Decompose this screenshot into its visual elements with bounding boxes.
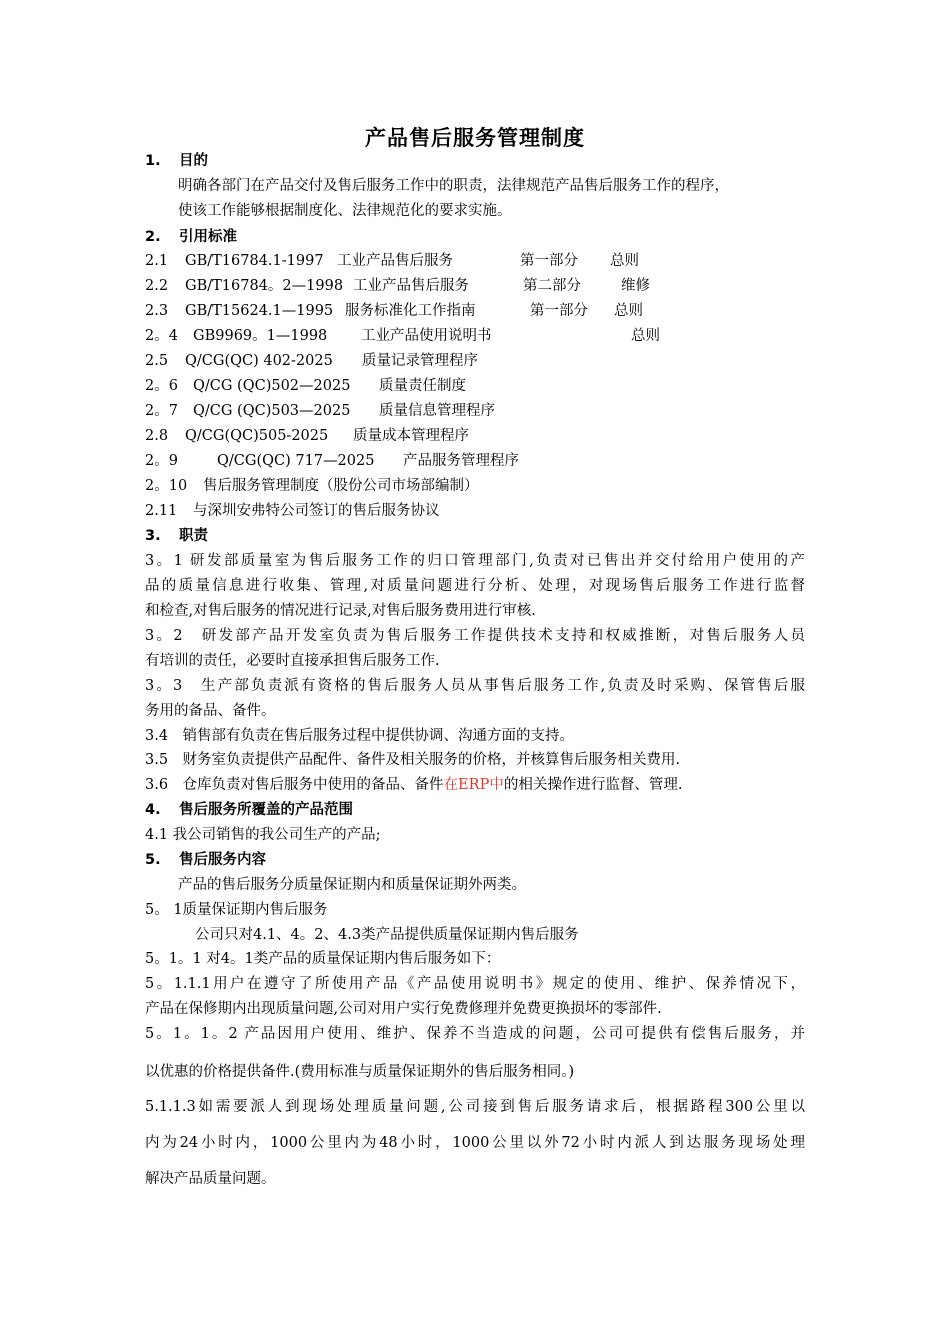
reference-item: 2.5 Q/CG(QC) 402-2025 质量记录管理程序 bbox=[145, 353, 478, 369]
paragraph: 5。1。1 对4。1类产品的质量保证期内售后服务如下： bbox=[145, 951, 501, 967]
paragraph: 5。1.1.1用户在遵守了所使用产品《产品使用说明书》规定的使用、维护、保养情况下， bbox=[145, 976, 805, 992]
reference-item: 2。7 Q/CG (QC)503—2025 质量信息管理程序 bbox=[145, 403, 495, 419]
reference-item: 2。10 售后服务管理制度（股份公司市场部编制） bbox=[145, 478, 479, 494]
paragraph: 5.1.1.3如需要派人到现场处理质量问题,公司接到售后服务请求后，根据路程300公里以 bbox=[145, 1099, 805, 1115]
section-number: 2. bbox=[145, 229, 161, 245]
section-1-heading bbox=[145, 151, 208, 171]
reference-item: 2.1 GB/T16784.1-1997 工业产品售后服务 第一部分 总则 bbox=[145, 253, 639, 269]
section-number: 4. bbox=[145, 802, 161, 818]
subsection-heading: 5。 1质量保证期内售后服务 bbox=[145, 902, 328, 918]
section-4-heading bbox=[145, 800, 353, 820]
section-number: 5. bbox=[145, 852, 161, 868]
section-title: 职责 bbox=[179, 528, 208, 544]
paragraph: 3。2 研发部产品开发室负责为售后服务工作提供技术支持和权威推断，对售后服务人员 bbox=[145, 628, 805, 644]
paragraph: 3.6 仓库负责对售后服务中使用的备品、备件在ERP中的相关操作进行监督、管理. bbox=[145, 777, 683, 793]
paragraph: 解决产品质量问题。 bbox=[145, 1171, 276, 1187]
paragraph: 产品在保修期内出现质量问题,公司对用户实行免费修理并免费更换损坏的零部件. bbox=[145, 1001, 662, 1017]
paragraph: 以优惠的价格提供备件.(费用标准与质量保证期外的售后服务相同。) bbox=[145, 1064, 575, 1080]
reference-item: 2。9 Q/CG(QC) 717—2025 产品服务管理程序 bbox=[145, 453, 519, 469]
paragraph: 5。1。1。2 产品因用户使用、维护、保养不当造成的问题，公司可提供有偿售后服务，并 bbox=[145, 1026, 805, 1042]
section-title: 目的 bbox=[179, 153, 208, 169]
section-number: 3. bbox=[145, 528, 161, 544]
paragraph: 使该工作能够根据制度化、法律规范化的要求实施。 bbox=[178, 203, 512, 219]
paragraph: 和检查,对售后服务的情况进行记录,对售后服务费用进行审核. bbox=[145, 603, 536, 619]
section-3-heading bbox=[145, 526, 208, 546]
section-title: 引用标准 bbox=[179, 229, 237, 245]
paragraph: 产品的售后服务分质量保证期内和质量保证期外两类。 bbox=[178, 877, 526, 893]
paragraph: 3.5 财务室负责提供产品配件、备件及相关服务的价格，并核算售后服务相关费用. bbox=[145, 752, 681, 768]
paragraph: 品的质量信息进行收集、管理,对质量问题进行分析、处理，对现场售后服务工作进行监督 bbox=[145, 578, 805, 594]
paragraph: 4.1 我公司销售的我公司生产的产品; bbox=[145, 827, 381, 843]
paragraph: 内为24小时内，1000公里内为48小时，1000公里以外72小时内派人到达服务现场处理 bbox=[145, 1135, 805, 1151]
section-number: 1. bbox=[145, 153, 161, 169]
reference-item: 2.2 GB/T16784。2—1998 工业产品售后服务 第二部分 维修 bbox=[145, 278, 650, 294]
paragraph: 3.4 销售部有负责在售后服务过程中提供协调、沟通方面的支持。 bbox=[145, 728, 575, 744]
paragraph: 有培训的责任，必要时直接承担售后服务工作. bbox=[145, 653, 440, 669]
reference-item: 2.11 与深圳安弗特公司签订的售后服务协议 bbox=[145, 503, 440, 519]
reference-item: 2.3 GB/T15624.1—1995 服务标准化工作指南 第一部分 总则 bbox=[145, 303, 643, 319]
section-title: 售后服务所覆盖的产品范围 bbox=[179, 802, 353, 818]
paragraph: 3。3 生产部负责派有资格的售后服务人员从事售后服务工作,负责及时采购、保管售后服 bbox=[145, 678, 805, 694]
reference-item: 2。4 GB9969。1—1998 工业产品使用说明书 总则 bbox=[145, 328, 660, 344]
reference-item: 2。6 Q/CG (QC)502—2025 质量责任制度 bbox=[145, 378, 466, 394]
paragraph: 3。1 研发部质量室为售后服务工作的归口管理部门,负责对已售出并交付给用户使用的产 bbox=[145, 553, 805, 569]
section-2-heading bbox=[145, 227, 237, 247]
paragraph: 公司只对4.1、4。2、4.3类产品提供质量保证期内售后服务 bbox=[195, 927, 579, 943]
page-title: 产品售后服务管理制度 bbox=[365, 126, 585, 150]
section-title: 售后服务内容 bbox=[179, 852, 266, 868]
reference-item: 2.8 Q/CG(QC)505-2025 质量成本管理程序 bbox=[145, 428, 469, 444]
paragraph: 明确各部门在产品交付及售后服务工作中的职责，法律规范产品售后服务工作的程序， bbox=[178, 178, 729, 194]
highlighted-text: 在ERP中 bbox=[443, 777, 504, 793]
paragraph: 务用的备品、备件。 bbox=[145, 703, 276, 719]
section-5-heading bbox=[145, 850, 266, 870]
